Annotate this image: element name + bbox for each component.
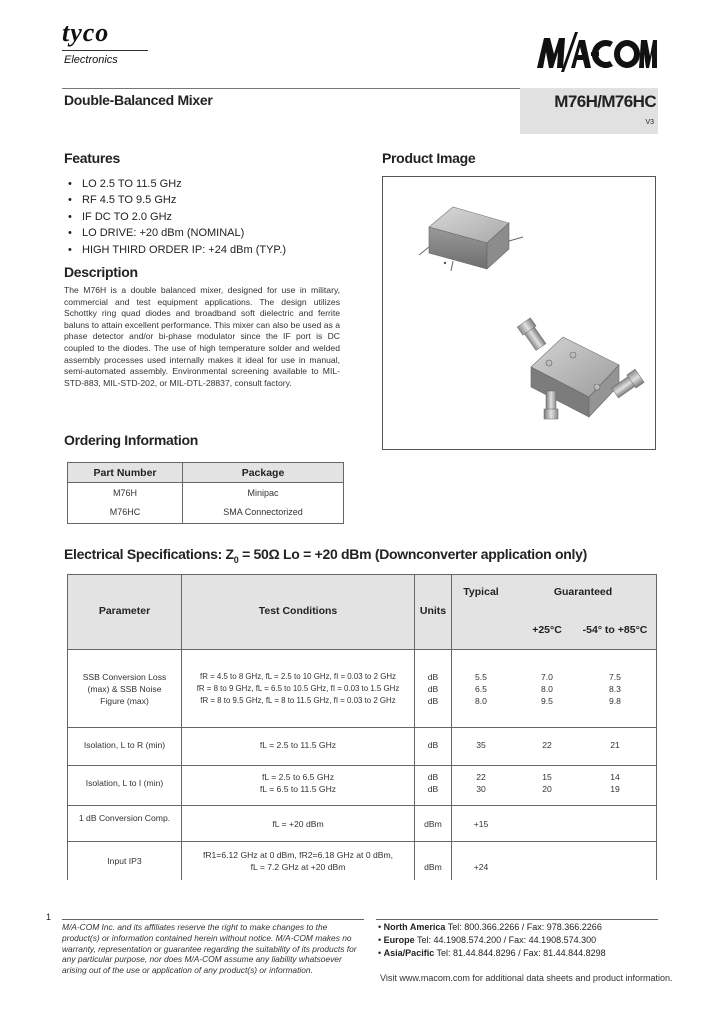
features-heading: Features [64,150,120,166]
contact-europe: • Europe Tel: 44.1908.574.200 / Fax: 44.1908.574.300 [378,935,597,945]
feature-item: • LO 2.5 TO 11.5 GHz [68,176,286,192]
tyco-logo-rule [62,50,148,51]
features-list [68,176,286,258]
column-header-package: Package [241,467,285,479]
column-header-25c: +25°C [532,624,562,636]
conditions-cell: fR = 4.5 to 8 GHz, fL = 2.5 to 10 GHz, fI = 0.03 to 2 GHz fR = 8 to 9 GHz, fL = 6.5 to 10.5 GHz, fI = 0.03 to 1.5 GHz fR = 8 to 9.5 GHz, fL = 8 to 11.5 GHz, fI = 0.03 to 2 GHz [196,672,400,705]
param-cell: SSB Conversion Loss (max) & SSB Noise Figure (max) [82,672,167,706]
contact-asia-pacific: • Asia/Pacific Tel: 81.44.844.8296 / Fax: 81.44.844.8298 [378,948,606,958]
units-cell: dB dB dB [427,672,439,706]
ordering-heading: Ordering Information [64,432,199,448]
guaranteed-range-cell: 21 [610,740,620,750]
guaranteed-range-cell: 7.5 8.3 9.8 [609,672,621,706]
electrical-specs-table [67,574,657,880]
param-cell: Input IP3 [107,856,142,866]
feature-item: • HIGH THIRD ORDER IP: +24 dBm (TYP.) [68,242,286,258]
typical-cell: 5.5 6.5 8.0 [475,672,487,706]
product-image-frame [382,176,656,450]
ordering-cell-part: M76H [112,488,137,498]
param-cell: Isolation, L to R (min) [83,740,166,750]
guaranteed-25c-cell: 15 20 [542,772,552,794]
bullet: • [68,178,72,190]
website-link[interactable]: Visit www.macom.com for additional data sheets and product information. [380,973,673,983]
sma-package-image [517,318,644,419]
column-header-temp-range: -54° to +85°C [582,624,648,636]
param-cell: Isolation, L to I (min) [85,778,164,788]
column-header-units: Units [419,605,447,617]
description-text: The M76H is a double balanced mixer, designed for use in military, commercial and test equipment applications. The design utilizes Schottky ring quad diodes and broadband soft dielectric and ferrite baluns to attain excellent performance. This mixer can also be used as a phase detector and/or bi-phase modulator since the IF port is DC coupled to the diodes. The use of high temperature solder and welded assembly processes used internally makes it ideal for use in manual, semi-automated assembly. Environmental screening available to MIL-STD-883, MIL-STD-202, or MIL-DTL-28837, consult factory. [64,285,340,388]
typical-cell: 35 [476,740,486,750]
footer-disclaimer: M/A-COM Inc. and its affiliates reserve the right to make changes to the product(s) or information contained herein without notice. M/A-COM makes no warranty, representation or guarantee regarding the suitability of its products for any particular purpose, nor does M/A-COM assume any liability whatsoever arising out of the use or application of any product(s) or information. [62,922,357,976]
product-photo [383,177,655,449]
footer-rule [62,919,364,920]
conditions-cell: fL = +20 dBm [272,819,324,829]
document-title: Double-Balanced Mixer [64,92,213,108]
macom-logo [535,28,657,74]
conditions-cell: fL = 2.5 to 6.5 GHz fL = 6.5 to 11.5 GHz [259,772,337,794]
column-header-typical: Typical [463,586,499,598]
column-header-parameter: Parameter [98,605,151,617]
feature-item: • IF DC TO 2.0 GHz [68,209,286,225]
bullet: • [68,243,72,256]
column-header-part-number: Part Number [93,467,157,479]
column-header-guaranteed: Guaranteed [553,586,613,598]
part-number-title: M76H/M76HC [554,92,656,111]
page-number: 1 [46,912,52,922]
description-heading: Description [64,264,138,280]
units-cell: dBm [424,819,442,829]
param-cell: 1 dB Conversion Comp. [78,813,171,823]
version-label: V3 [645,119,654,126]
units-cell: dBm [424,862,442,872]
footer-rule [376,919,658,920]
tyco-logo-subtitle: Electronics [64,54,118,66]
guaranteed-25c-cell: 22 [542,740,552,750]
units-cell: dB dB [427,772,439,794]
contact-north-america: • North America Tel: 800.366.2266 / Fax: 978.366.2266 [378,922,602,932]
ordering-table [67,462,344,524]
electrical-specs-heading: Electrical Specifications: $Z_0 = 50\Omega$ Lo = +20 dBm (Downconverter application only) [64,546,587,565]
tyco-logo: tyco [62,18,110,47]
ordering-cell-package: Minipac [247,488,279,498]
guaranteed-25c-cell: 7.0 8.0 9.5 [541,672,553,706]
bullet: • [68,210,72,223]
typical-cell: +15 [473,819,489,829]
product-image-heading: Product Image [382,150,476,166]
units-cell: dB [427,740,439,750]
guaranteed-range-cell: 14 19 [610,772,620,794]
typical-cell: +24 [473,862,489,872]
bullet: • [68,194,72,207]
minipac-package-image [419,207,523,271]
bullet: • [68,227,72,240]
ordering-cell-part: M76HC [109,507,141,517]
conditions-cell: fL = 2.5 to 11.5 GHz [259,740,337,750]
ordering-cell-package: SMA Connectorized [223,507,303,517]
feature-item: • RF 4.5 TO 9.5 GHz [68,192,286,208]
typical-cell: 22 30 [476,772,486,794]
conditions-cell: fR1=6.12 GHz at 0 dBm, fR2=6.18 GHz at 0 dBm, fL = 7.2 GHz at +20 dBm [202,850,394,872]
feature-item: • LO DRIVE: +20 dBm (NOMINAL) [68,225,286,241]
column-header-test-conditions: Test Conditions [258,605,338,617]
